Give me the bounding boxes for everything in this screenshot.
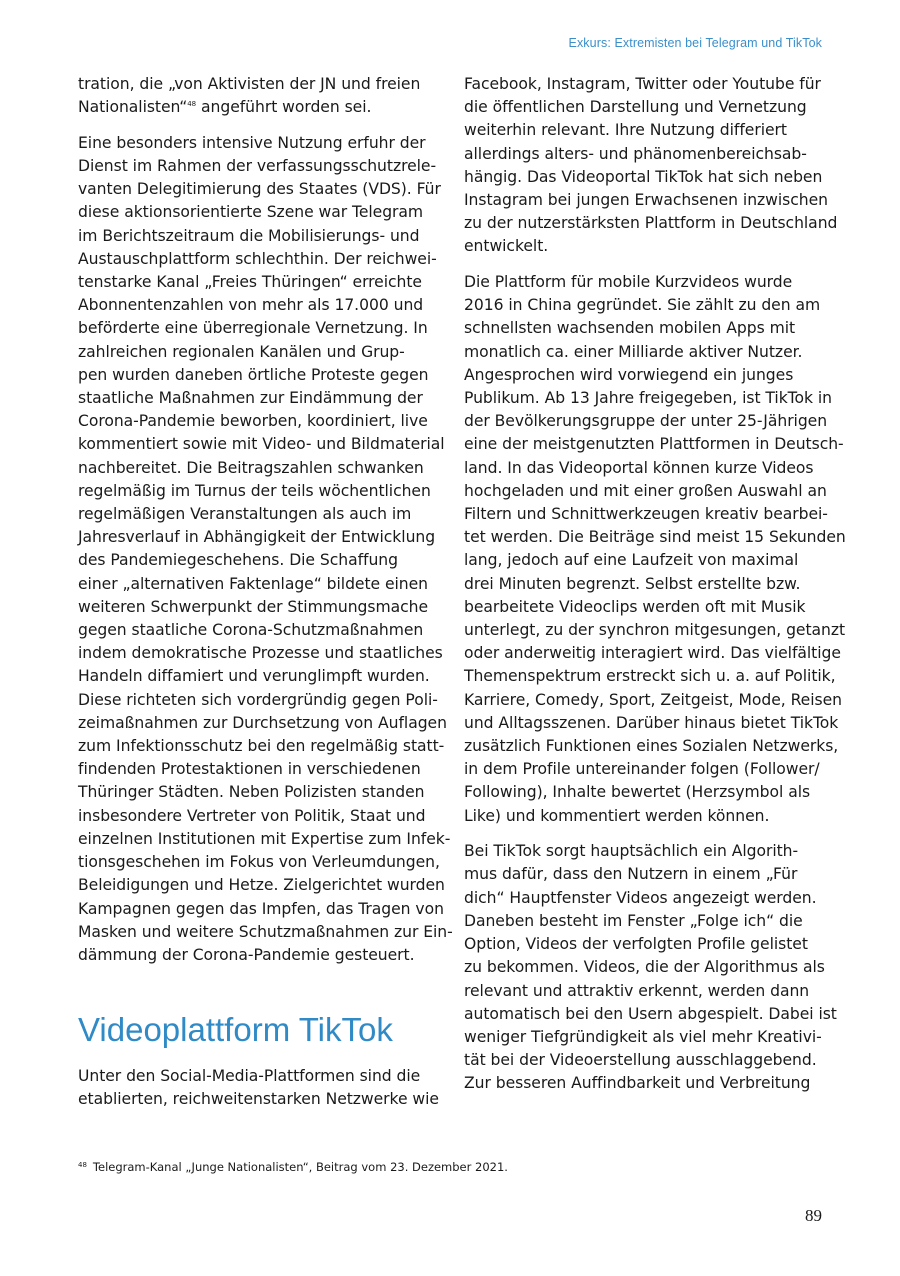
text-fragment: angeführt worden sei. xyxy=(196,98,372,117)
footnote-reference[interactable]: 48 xyxy=(187,100,197,109)
text-line: beförderte eine überregionale Vernetzung. In xyxy=(78,319,428,338)
text-line: des Pandemiegeschehens. Die Schaffung xyxy=(78,551,398,570)
footnote-number: 48 xyxy=(78,1161,87,1169)
text-line: Instagram bei jungen Erwachsenen inzwischen xyxy=(464,191,828,210)
text-line xyxy=(78,96,450,119)
text-line: zeimaßnahmen zur Durchsetzung von Auflagen xyxy=(78,713,447,732)
text-line: oder anderweitig interagiert wird. Das vielfältige xyxy=(464,644,841,663)
text-line: relevant und attraktiv erkennt, werden dann xyxy=(464,981,810,1000)
section-heading: Videoplattform TikTok xyxy=(78,1011,393,1049)
text-line: Filtern und Schnittwerkzeugen kreativ bearbei- xyxy=(464,505,828,524)
text-line: bearbeitete Videoclips werden oft mit Musik xyxy=(464,597,806,616)
text-line: tät bei der Videoerstellung ausschlaggebend. xyxy=(464,1051,817,1070)
text-line: zum Infektionsschutz bei den regelmäßig statt- xyxy=(78,737,445,756)
text-line: Following), Inhalte bewertet (Herzsymbol als xyxy=(464,783,811,802)
text-line: weniger Tiefgründigkeit als viel mehr Kreativi- xyxy=(464,1027,822,1046)
text-line: mus dafür, dass den Nutzern in einem „Für xyxy=(464,865,798,884)
text-line: zu bekommen. Videos, die der Algorithmus als xyxy=(464,958,825,977)
text-line: Facebook, Instagram, Twitter oder Youtube für xyxy=(464,75,821,93)
text-line: Unter den Social-Media-Plattformen sind die xyxy=(78,1067,421,1086)
text-line: Publikum. Ab 13 Jahre freigegeben, ist TikTok in xyxy=(464,389,833,408)
text-line: Daneben besteht im Fenster „Folge ich“ die xyxy=(464,911,803,930)
text-line: findenden Protestaktionen in verschiedenen xyxy=(78,760,421,779)
text-line: Zur besseren Auffindbarkeit und Verbreitung xyxy=(464,1074,811,1093)
text-line: Kampagnen gegen das Impfen, das Tragen von xyxy=(78,899,444,918)
text-line: kommentiert sowie mit Video- und Bildmaterial xyxy=(78,435,445,454)
text-line: automatisch bei den Usern abgespielt. Dabei ist xyxy=(464,1004,837,1023)
text-line: zusätzlich Funktionen eines Sozialen Netzwerks, xyxy=(464,737,839,756)
text-line: Eine besonders intensive Nutzung erfuhr der xyxy=(78,133,426,152)
text-line: tenstarke Kanal „Freies Thüringen“ erreichte xyxy=(78,273,422,292)
text-line: insbesondere Vertreter von Politik, Staat und xyxy=(78,806,426,825)
text-line: 2016 in China gegründet. Sie zählt zu den am xyxy=(464,296,821,315)
text-line: lang, jedoch auf eine Laufzeit von maximal xyxy=(464,551,799,570)
text-line: weiteren Schwerpunkt der Stimmungsmache xyxy=(78,597,428,616)
text-line: unterlegt, zu der synchron mitgesungen, getanzt xyxy=(464,621,846,640)
text-line: Handeln diffamiert und verunglimpft wurden. xyxy=(78,667,430,686)
text-fragment: Nationalisten“ xyxy=(78,98,188,117)
paragraph-left-2 xyxy=(78,132,453,967)
text-line: hochgeladen und mit einer großen Auswahl an xyxy=(464,481,827,500)
text-line: Abonnentenzahlen von mehr als 17.000 und xyxy=(78,296,424,315)
text-line: indem demokratische Prozesse und staatliches xyxy=(78,644,443,663)
text-line: dich“ Hauptfenster Videos angezeigt werden. xyxy=(464,888,817,907)
text-line: tet werden. Die Beiträge sind meist 15 Sekunden xyxy=(464,528,846,547)
text-line: Option, Videos der verfolgten Profile gelistet xyxy=(464,935,808,954)
paragraph-left-1 xyxy=(78,73,450,119)
text-line: allerdings alters- und phänomenbereichsab- xyxy=(464,144,807,163)
text-line: gegen staatliche Corona-Schutzmaßnahmen xyxy=(78,621,424,640)
text-line: Like) und kommentiert werden können. xyxy=(464,806,770,825)
text-line: einer „alternativen Faktenlage“ bildete einen xyxy=(78,574,429,593)
text-line: entwickelt. xyxy=(464,237,549,256)
footnote-text: Telegram-Kanal „Junge Nationalisten“, Beitrag vom 23. Dezember 2021. xyxy=(92,1160,508,1174)
text-line: regelmäßig im Turnus der teils wöchentlichen xyxy=(78,481,431,500)
text-line: drei Minuten begrenzt. Selbst erstellte bzw. xyxy=(464,574,801,593)
text-line: Masken und weitere Schutzmaßnahmen zur Ein- xyxy=(78,922,453,941)
text-line: Karriere, Comedy, Sport, Zeitgeist, Mode, Reisen xyxy=(464,690,842,709)
text-line: regelmäßigen Veranstaltungen als auch im xyxy=(78,505,412,524)
text-line: monatlich ca. einer Milliarde aktiver Nutzer. xyxy=(464,342,803,361)
text-line: und Alltagsszenen. Darüber hinaus bietet TikTok xyxy=(464,713,839,732)
text-line: zahlreichen regionalen Kanälen und Grup- xyxy=(78,342,405,361)
text-line: in dem Profile untereinander folgen (Follower/ xyxy=(464,760,820,779)
text-line: nachbereitet. Die Beitragszahlen schwanken xyxy=(78,458,424,477)
text-line: einzelnen Institutionen mit Expertise zum Infek- xyxy=(78,829,451,848)
text-line: Corona-Pandemie beworben, koordiniert, live xyxy=(78,412,428,431)
paragraph-right-3 xyxy=(464,840,836,1095)
text-line: staatliche Maßnahmen zur Eindämmung der xyxy=(78,389,423,408)
text-line: vanten Delegitimierung des Staates (VDS). Für xyxy=(78,180,441,199)
text-line: dämmung der Corona-Pandemie gesteuert. xyxy=(78,945,415,964)
paragraph-right-1 xyxy=(464,73,836,259)
running-header: Exkurs: Extremisten bei Telegram und TikTok xyxy=(568,36,822,50)
text-line: etablierten, reichweitenstarken Netzwerke wie xyxy=(78,1090,439,1109)
text-line: Jahresverlauf in Abhängigkeit der Entwicklung xyxy=(78,528,436,547)
text-line: Themenspektrum erstreckt sich u. a. auf Politik, xyxy=(464,667,836,686)
text-line: eine der meistgenutzten Plattformen in Deutsch- xyxy=(464,435,844,454)
text-line: tration, die „von Aktivisten der JN und freien xyxy=(78,75,421,93)
footnote xyxy=(78,1160,508,1174)
text-line: zu der nutzerstärksten Plattform in Deutschland xyxy=(464,214,838,233)
text-line: Bei TikTok sorgt hauptsächlich ein Algorith- xyxy=(464,842,799,861)
paragraph-left-3 xyxy=(78,1065,450,1111)
text-line: schnellsten wachsenden mobilen Apps mit xyxy=(464,319,796,338)
page-number: 89 xyxy=(805,1206,822,1225)
text-line: tionsgeschehen im Fokus von Verleumdungen, xyxy=(78,853,440,872)
text-line: Diese richteten sich vordergründig gegen Poli- xyxy=(78,690,438,709)
text-line: Beleidigungen und Hetze. Zielgerichtet wurden xyxy=(78,876,445,895)
text-line: die öffentlichen Darstellung und Vernetzung xyxy=(464,98,807,117)
text-line: weiterhin relevant. Ihre Nutzung differiert xyxy=(464,121,787,140)
left-column xyxy=(78,73,453,1124)
text-line: Austauschplattform schlechthin. Der reichwei- xyxy=(78,249,437,268)
paragraph-right-2 xyxy=(464,271,846,828)
text-line: Angesprochen wird vorwiegend ein junges xyxy=(464,365,794,384)
text-line: Thüringer Städten. Neben Polizisten standen xyxy=(78,783,425,802)
text-line: Die Plattform für mobile Kurzvideos wurde xyxy=(464,273,793,292)
text-line: Dienst im Rahmen der verfassungsschutzrele- xyxy=(78,157,437,175)
text-line: diese aktionsorientierte Szene war Telegram xyxy=(78,203,424,222)
text-line: der Bevölkerungsgruppe der unter 25-Jährigen xyxy=(464,412,828,431)
text-line: land. In das Videoportal können kurze Videos xyxy=(464,458,814,477)
text-line: hängig. Das Videoportal TikTok hat sich neben xyxy=(464,167,823,186)
text-line: pen wurden daneben örtliche Proteste gegen xyxy=(78,365,429,384)
right-column xyxy=(464,73,846,1108)
text-line: im Berichtszeitraum die Mobilisierungs- und xyxy=(78,226,420,245)
